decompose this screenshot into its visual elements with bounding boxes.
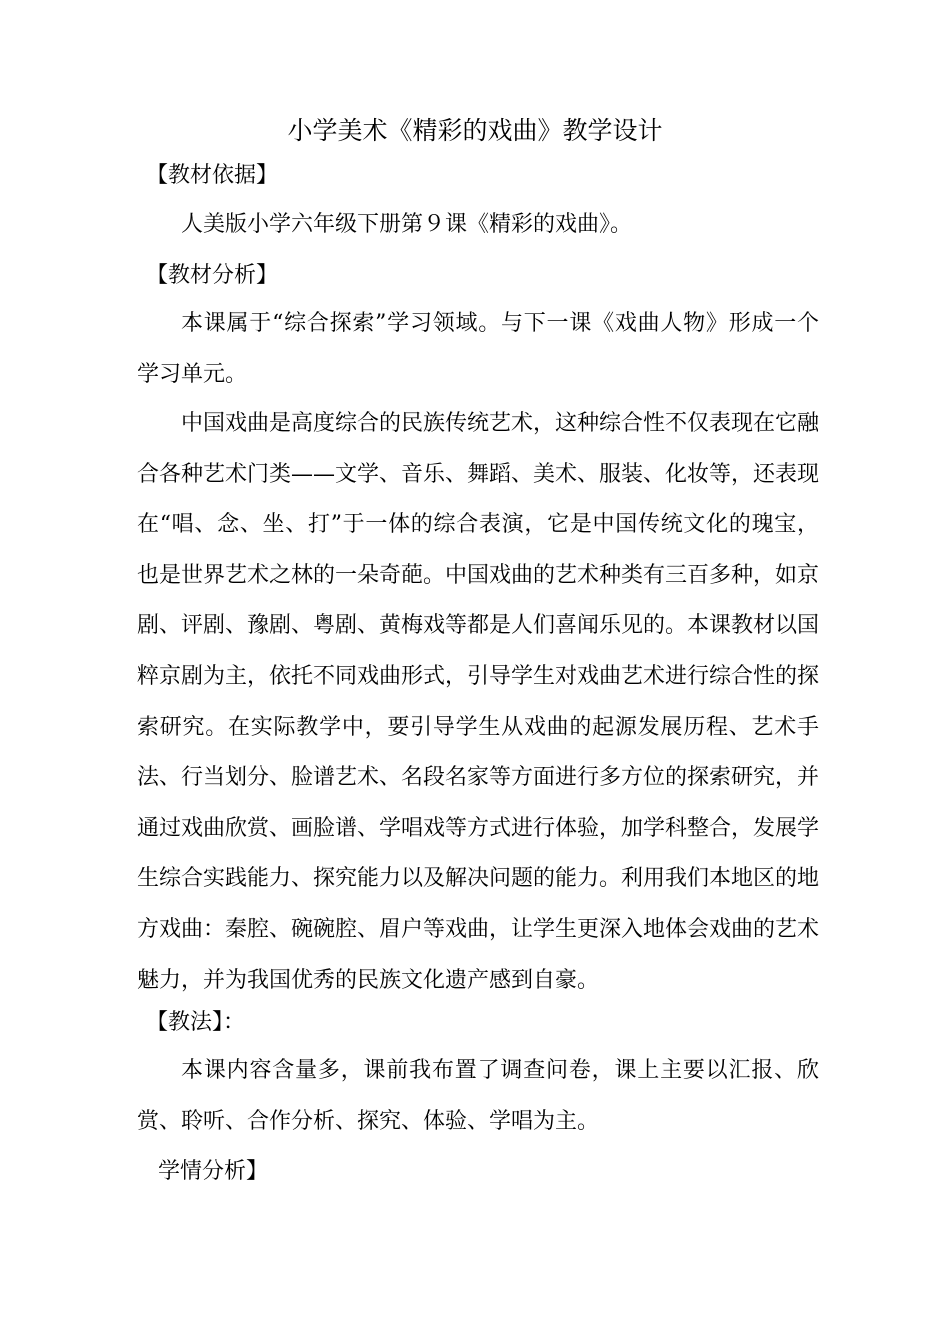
analysis-paragraph-2: 中国戏曲是高度综合的民族传统艺术，这种综合性不仅表现在它融合各种艺术门类——文学、音乐、舞蹈、美术、服装、化妆等，还表现在“唱、念、坐、打”于一体的综合表演，它是中国传统文化的瑰宝，也是世界艺术之林的一朵奇葩。中国戏曲的艺术种类有三百多种，如京剧、评剧、豫剧、粤剧、黄梅戏等都是人们喜闻乐见的。本课教材以国粹京剧为主，依托不同戏曲形式，引导学生对戏曲艺术进行综合性的探索研究。在实际教学中，要引导学生从戏曲的起源发展历程、艺术手法、行当划分、脸谱艺术、名段名家等方面进行多方位的探索研究，并通过戏曲欣赏、画脸谱、学唱戏等方式进行体验，加学科整合，发展学生综合实践能力、探究能力以及解决问题的能力。利用我们本地区的地方戏曲：秦腔、碗碗腔、眉户等戏曲，让学生更深入地体会戏曲的艺术魅力，并为我国优秀的民族文化遗产感到自豪。 bbox=[137, 411, 820, 993]
section-heading-basis: 【教材依据】 bbox=[146, 163, 279, 188]
method-text: 本课内容含量多，课前我布置了调查问卷，课上主要以汇报、欣赏、聆听、合作分析、探究、体验、学唱为主。 bbox=[137, 1058, 819, 1134]
document-title: 小学美术《精彩的戏曲》教学设计 bbox=[287, 116, 663, 145]
analysis-paragraph-1: 本课属于“综合探索”学习领域。与下一课《戏曲人物》形成一个学习单元。 bbox=[137, 311, 819, 387]
section-heading-analysis: 【教材分析】 bbox=[146, 263, 279, 288]
section-heading-students: 学情分析】 bbox=[158, 1159, 269, 1184]
basis-text: 人美版小学六年级下册第９课《精彩的戏曲》。 bbox=[181, 212, 633, 237]
section-heading-method: 【教法】： bbox=[146, 1010, 246, 1035]
